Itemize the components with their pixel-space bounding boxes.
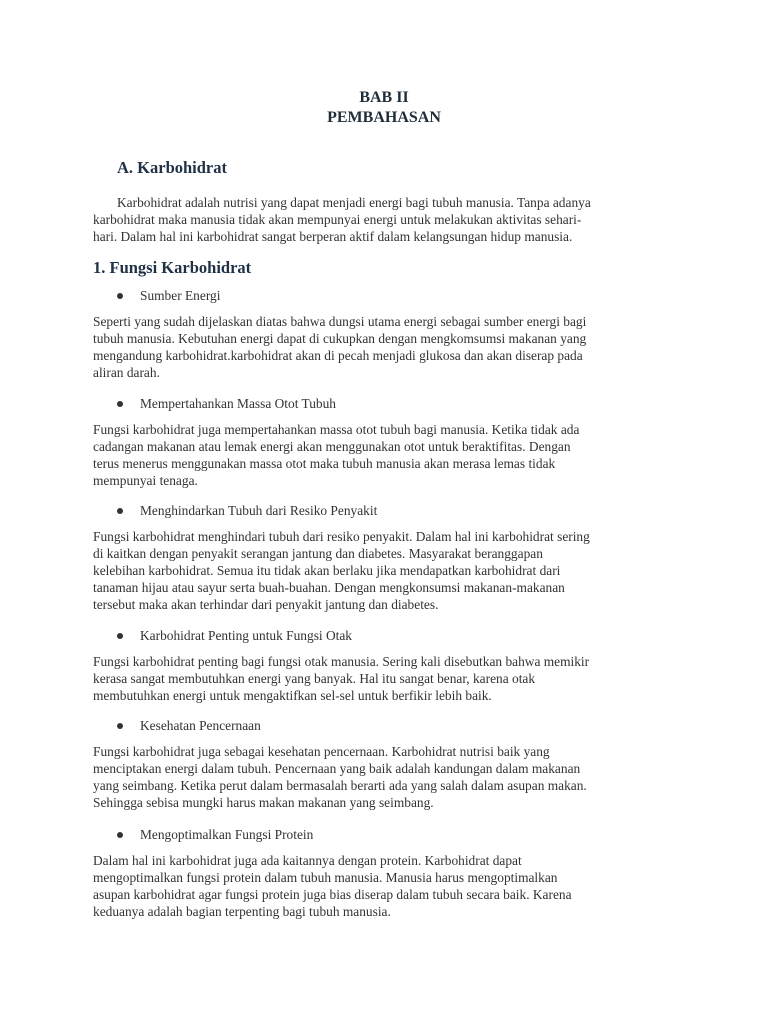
subsection-heading: 1. Fungsi Karbohidrat <box>93 258 252 277</box>
paragraph-line: mempunyai tenaga. <box>93 473 198 488</box>
bullet-title: Kesehatan Pencernaan <box>140 718 261 733</box>
bullet-icon <box>117 401 123 407</box>
bullet-icon <box>117 633 123 639</box>
body-paragraph <box>93 421 673 489</box>
paragraph-line: membutuhkan energi untuk mengaktifkan sel-sel untuk berfikir lebih baik. <box>93 688 492 703</box>
bullet-item <box>117 826 313 843</box>
bullet-item <box>117 502 377 519</box>
paragraph-line: asupan karbohidrat agar fungsi protein juga bias diserap dalam tubuh secara baik. Karena <box>93 887 572 902</box>
bullet-title: Mengoptimalkan Fungsi Protein <box>140 827 314 842</box>
bullet-icon <box>117 508 123 514</box>
paragraph-line: Fungsi karbohidrat menghindari tubuh dari resiko penyakit. Dalam hal ini karbohidrat sering <box>93 529 590 544</box>
body-paragraph <box>93 528 673 613</box>
paragraph-line: keduanya adalah bagian terpenting bagi tubuh manusia. <box>93 904 391 919</box>
paragraph-line: mengandung karbohidrat.karbohidrat akan di pecah menjadi glukosa dan akan diserap pada <box>93 348 583 363</box>
paragraph-line: Fungsi karbohidrat juga mempertahankan massa otot tubuh bagi manusia. Ketika tidak ada <box>93 422 580 437</box>
paragraph-line: kelebihan karbohidrat. Semua itu tidak akan berlaku jika mendapatkan karbohidrat dari <box>93 563 561 578</box>
paragraph-line: tanaman hijau atau sayur serta buah-buahan. Dengan mengkonsumsi makanan-makanan <box>93 580 565 595</box>
paragraph-line: menciptakan energi dalam tubuh. Pencernaan yang baik adalah kandungan dalam makanan <box>93 761 581 776</box>
paragraph-line: terus menerus menggunakan massa otot maka tubuh manusia akan merasa lemas tidak <box>93 456 556 471</box>
paragraph-line: mengoptimalkan fungsi protein dalam tubuh manusia. Manusia harus mengoptimalkan <box>93 870 558 885</box>
body-paragraph <box>93 743 673 811</box>
paragraph-line: hari. Dalam hal ini karbohidrat sangat berperan aktif dalam kelangsungan hidup manusia. <box>93 229 573 244</box>
body-paragraph <box>93 852 673 920</box>
bullet-title: Sumber Energi <box>140 288 221 303</box>
paragraph-line: kerasa sangat membutuhkan energi yang banyak. Hal itu sangat benar, karena otak <box>93 671 536 686</box>
paragraph-line: cadangan makanan atau lemak energi akan menggunakan otot untuk beraktifitas. Dengan <box>93 439 571 454</box>
paragraph-line: Fungsi karbohidrat juga sebagai kesehatan pencernaan. Karbohidrat nutrisi baik yang <box>93 744 550 759</box>
body-paragraph <box>93 653 673 704</box>
bullet-icon <box>117 723 123 729</box>
paragraph-line: Fungsi karbohidrat penting bagi fungsi otak manusia. Sering kali disebutkan bahwa memikir <box>93 654 590 669</box>
bullet-item <box>117 627 352 644</box>
paragraph-line: tersebut maka akan terhindar dari penyakit jantung dan diabetes. <box>93 597 439 612</box>
bullet-icon <box>117 293 123 299</box>
bullet-title: Mempertahankan Massa Otot Tubuh <box>140 396 337 411</box>
bullet-title: Karbohidrat Penting untuk Fungsi Otak <box>140 628 353 643</box>
paragraph-line: Sehingga sebisa mungki harus makan makanan yang seimbang. <box>93 795 434 810</box>
section-heading: A. Karbohidrat <box>117 158 228 177</box>
bullet-item <box>117 717 261 734</box>
bullet-item <box>117 287 220 304</box>
paragraph-line: Seperti yang sudah dijelaskan diatas bahwa dungsi utama energi sebagai sumber energi bagi <box>93 314 587 329</box>
chapter-number: BAB II <box>359 89 409 106</box>
body-paragraph <box>93 313 673 381</box>
paragraph-line: tubuh manusia. Kebutuhan energi dapat di cukupkan dengan mengkomsumsi makanan yang <box>93 331 587 346</box>
paragraph-line: yang seimbang. Ketika perut dalam bermasalah berarti ada yang salah dalam asupan makan. <box>93 778 587 793</box>
intro-paragraph <box>93 194 673 245</box>
bullet-icon <box>117 832 123 838</box>
bullet-title: Menghindarkan Tubuh dari Resiko Penyakit <box>140 503 378 518</box>
paragraph-line: Dalam hal ini karbohidrat juga ada kaitannya dengan protein. Karbohidrat dapat <box>93 853 522 868</box>
paragraph-line: di kaitkan dengan penyakit serangan jantung dan diabetes. Masyarakat beranggapan <box>93 546 543 561</box>
paragraph-line: Karbohidrat adalah nutrisi yang dapat menjadi energi bagi tubuh manusia. Tanpa adanya <box>117 195 591 210</box>
bullet-item <box>117 395 336 412</box>
paragraph-line: aliran darah. <box>93 365 160 380</box>
chapter-title: PEMBAHASAN <box>327 109 441 126</box>
paragraph-line: karbohidrat maka manusia tidak akan mempunyai energi untuk melakukan aktivitas sehari- <box>93 212 582 227</box>
